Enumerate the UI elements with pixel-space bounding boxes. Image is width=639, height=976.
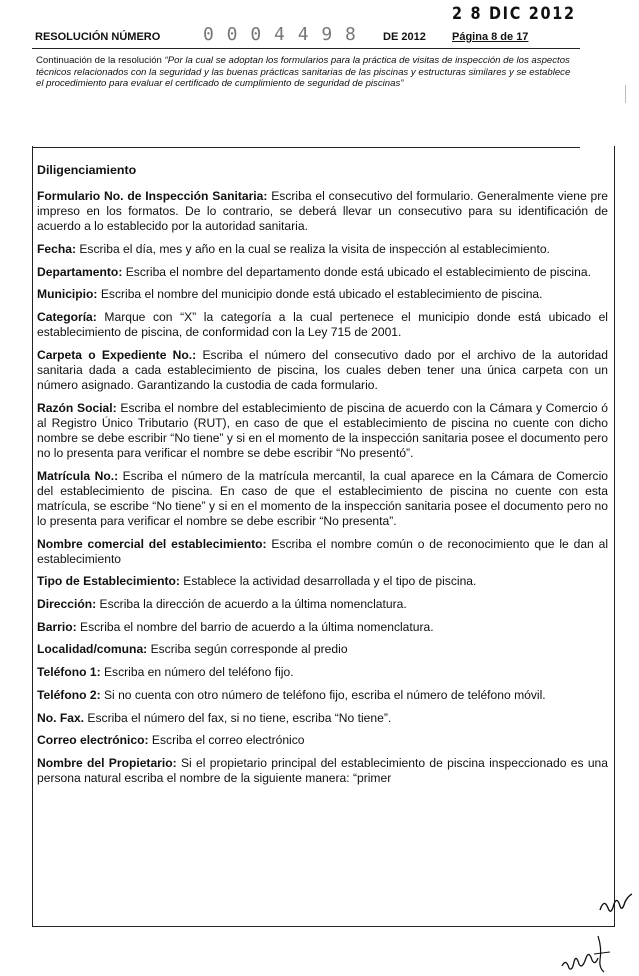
instruction-list [37,189,608,786]
instruction-text: Escriba el nombre del municipio donde está ubicado el establecimiento de piscina. [97,287,543,302]
instruction-item [37,574,608,589]
instruction-text: Escriba el nombre común o de reconocimiento que le dan al establecimiento [37,536,609,566]
instruction-label: Nombre comercial del establecimiento: [37,536,267,551]
instruction-item [37,469,608,529]
instruction-item [37,642,608,657]
handwritten-signature-bottom [558,928,618,976]
instruction-text: Escriba el número de la matrícula mercantil, la cual aparece en la Cámara de Comercio del establecimiento de piscina. En caso de que el establecimiento de piscina no cuente con esta matrícula, se escribe “No tiene” y si en el momento de la inspección sanitaria posee el documento pero no lo presenta para verificar el nombre se debe escribir “No presenta”. [37,468,608,528]
instruction-label: Carpeta o Expediente No.: [37,347,197,362]
instruction-item [37,711,608,726]
instruction-item [37,242,608,257]
instruction-text: Escriba el número del consecutivo dado por el archivo de la autoridad sanitaria dada a cada establecimiento de piscina, los cuales deben tener una única carpeta con un número asignado. Garantizando la custodia de cada formulario. [37,347,608,392]
resolution-year: DE 2012 [383,31,426,43]
instruction-label: Municipio: [37,287,98,302]
instruction-item [37,620,608,635]
instruction-label: Tipo de Establecimiento: [37,574,180,589]
received-date-stamp: 2 8 DIC 2012 [452,4,576,24]
continuation-text [36,55,576,90]
instruction-item [37,401,608,461]
handwritten-initial-top [598,890,636,920]
instruction-item [37,265,608,280]
instruction-label: No. Fax. [37,710,85,725]
instruction-text: Escriba la dirección de acuerdo a la última nomenclatura. [96,597,407,612]
document-body [37,163,608,794]
instruction-label: Barrio: [37,619,77,634]
continuation-title: “Por la cual se adoptan los formularios para la práctica de visitas de inspección de los aspectos técnicos relacionados con la seguridad y las buenas prácticas sanitarias de las piscinas y estructuras similares y se establece el procedimiento para evaluar el certificado de cumplimiento de seguridad de piscinas” [36,55,571,90]
instruction-label: Nombre del Propietario: [37,755,177,770]
instruction-text: Escriba el consecutivo del formulario. Generalmente viene pre impreso en los formatos. De lo contrario, se deberá llevar un consecutivo para su identificación de acuerdo a lo establecido por la autoridad sanitaria. [37,189,609,234]
instruction-item [37,597,608,612]
instruction-item [37,310,608,340]
instruction-text: Escriba el día, mes y año en la cual se realiza la visita de inspección al establecimiento. [75,241,550,256]
instruction-text: Si el propietario principal del establecimiento de piscina inspeccionado es una persona natural escriba el nombre de la siguiente manera: “primer [37,755,608,785]
instruction-item [37,665,608,680]
instruction-label: Localidad/comuna: [37,642,148,657]
instruction-label: Formulario No. de Inspección Sanitaria: [37,189,268,204]
instruction-label: Fecha: [37,241,76,256]
instruction-label: Categoría: [37,310,97,325]
continuation-box [32,48,580,148]
instruction-text: Escriba el número del fax, si no tiene, escriba “No tiene”. [84,710,392,725]
instruction-label: Razón Social: [37,400,117,415]
page-number: Página 8 de 17 [452,31,529,43]
instruction-label: Dirección: [37,597,97,612]
instruction-label: Correo electrónico: [37,733,149,748]
instruction-item [37,688,608,703]
instruction-label: Teléfono 2: [37,687,101,702]
instruction-item [37,733,608,748]
instruction-text: Escriba el correo electrónico [148,733,305,748]
section-heading: Diligenciamiento [37,163,137,177]
instruction-item [37,756,608,786]
instruction-text: Establece la actividad desarrollada y el tipo de piscina. [179,574,477,589]
instruction-item [37,189,608,234]
instruction-text: Escriba el nombre del departamento donde está ubicado el establecimiento de piscina. [122,264,591,279]
margin-mark [625,85,626,103]
instruction-text: Marque con “X” la categoría a la cual pertenece el municipio donde está ubicado el establecimiento de piscina, de conformidad con la Ley 715 de 2001. [37,310,608,340]
instruction-text: Escriba en número del teléfono fijo. [100,665,294,680]
instruction-label: Departamento: [37,264,123,279]
resolution-title: RESOLUCIÓN NÚMERO [35,31,161,43]
instruction-item [37,537,608,567]
instruction-text: Escriba el nombre del establecimiento de piscina de acuerdo con la Cámara y Comercio ó al Registro Único Tributario (RUT), en caso de que el establecimiento de piscina no cuente con dicho nombre se debe escribir “No tiene” y si en el momento de la inspección sanitaria posee el documento pero no lo presenta para verificar el nombre se debe escribir “No presentó”. [37,400,608,460]
resolution-number: 0 0 0 4 4 9 8 [203,24,357,45]
instruction-text: Si no cuenta con otro número de teléfono fijo, escriba el número de teléfono móvil. [100,687,546,702]
instruction-item [37,287,608,302]
instruction-text: Escriba el nombre del barrio de acuerdo a la última nomenclatura. [76,619,434,634]
instruction-label: Teléfono 1: [37,665,101,680]
continuation-prefix: Continuación de la resolución [36,55,165,66]
instruction-label: Matrícula No.: [37,468,119,483]
instruction-item [37,348,608,393]
instruction-text: Escriba según corresponde al predio [147,642,348,657]
